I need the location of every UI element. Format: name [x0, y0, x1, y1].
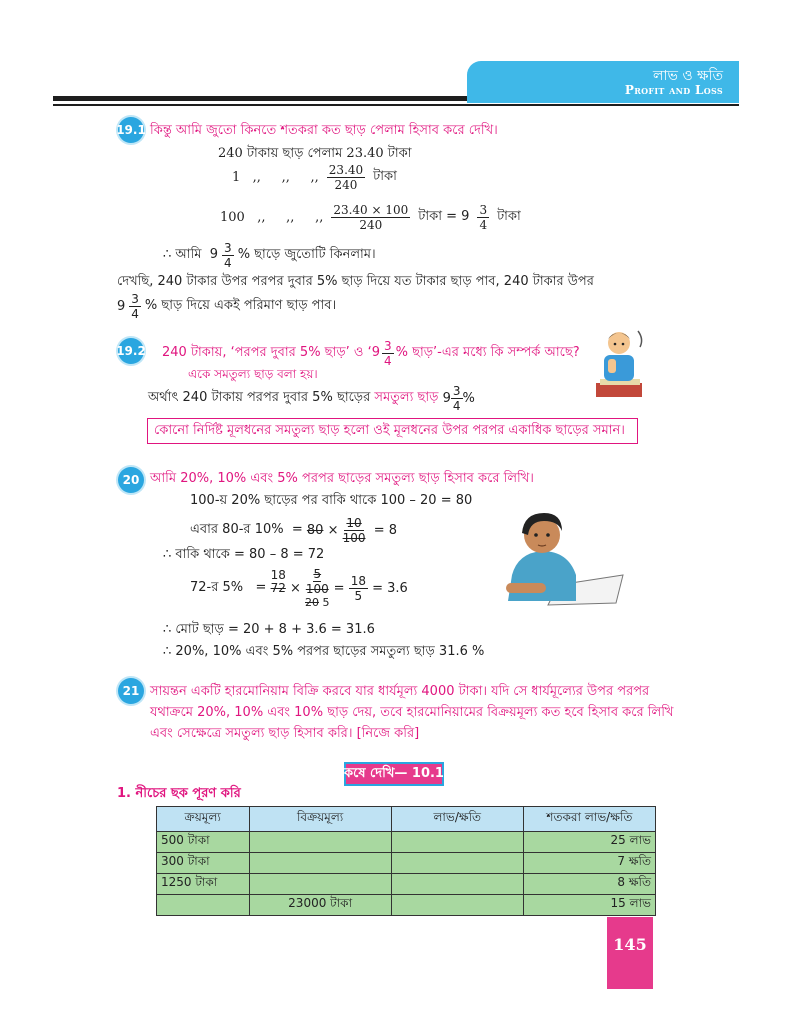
table-cell: 300 টাকা [157, 853, 250, 874]
s20-line-4-result-fraction [349, 574, 368, 603]
chapter-header-tab [467, 61, 739, 103]
fraction-numerator: 3 [383, 339, 392, 353]
calc-line-2-fraction [327, 163, 365, 192]
times-sign: × [323, 523, 343, 538]
s20-line-5: ∴ মোট ছাড় = 20 + 8 + 3.6 = 31.6 [163, 622, 375, 637]
paragraph-line-1: দেখছি, 240 টাকার উপর পরপর দুবার 5% ছাড় দিয়ে যত টাকার ছাড় পাব, 240 টাকার উপর [117, 274, 594, 289]
s20-line-3: ∴ বাকি থাকে = 80 – 8 = 72 [163, 547, 325, 562]
fraction-numerator: 3 [224, 241, 232, 255]
exercise-question-1: 1. নীচের ছক পূরণ করি [117, 786, 241, 801]
section-19-2-question [162, 339, 580, 368]
s20-line-1: 100-য় 20% ছাড়ের পর বাকি থাকে 100 – 20 = 80 [190, 493, 473, 508]
definition-box: কোনো নির্দিষ্ট মূলধনের সমতুল্য ছাড় হলো ওই মূলধনের উপর পরপর একাধিক ছাড়ের সমান। [147, 418, 638, 444]
calc-line-2-left: 1 ,, ,, ,, [232, 170, 319, 185]
fraction-denominator: 4 [224, 256, 232, 270]
table-header-row [157, 807, 656, 832]
calc-line-2-unit: টাকা [373, 169, 397, 184]
fraction-denominator: 4 [479, 218, 488, 232]
calc-conclusion [163, 241, 376, 270]
s21-text-3: এবং সেক্ষেত্রে সমতুল্য ছাড় হিসাব করি। [নিজে করি] [150, 726, 420, 741]
chapter-title-english: Profit and Loss [624, 83, 723, 97]
line-highlight: সমতুল্য ছাড় [374, 390, 439, 405]
line-pre: অর্থাৎ 240 টাকায় পরপর দুবার 5% ছাড়ের [148, 390, 375, 405]
table-cell [391, 895, 523, 916]
header-cost-price: ক্রয়মূল্য [157, 807, 250, 832]
line-fraction [451, 384, 463, 413]
exercise-banner: কষে দেখি— 10.1 [344, 762, 444, 786]
calc-line-3-unit: টাকা [497, 209, 521, 224]
line-post: % [462, 391, 475, 406]
calc-line-3-fraction [331, 203, 410, 232]
header-rule-thin [53, 104, 739, 106]
calc-line-1: 240 টাকায় ছাড় পেলাম 23.40 টাকা [218, 146, 412, 161]
fraction-denominator: 4 [452, 399, 461, 413]
cancel-bottom: 20 [305, 595, 320, 609]
line-post: = 8 [365, 523, 398, 538]
fraction-denominator: 4 [131, 307, 139, 321]
paragraph-line-2 [117, 292, 336, 321]
table-row [157, 874, 656, 895]
header-percent-profit-loss: শতকরা লাভ/ক্ষতি [523, 807, 655, 832]
table-cell: 7 ক্ষতি [523, 853, 655, 874]
table-cell: 500 টাকা [157, 832, 250, 853]
table-cell [391, 874, 523, 895]
chapter-title-bengali: লাভ ও ক্ষতি [653, 68, 723, 84]
fill-in-table [156, 806, 656, 916]
calc-line-3-left: 100 ,, ,, ,, [220, 210, 324, 225]
fraction-numerator: 5 [313, 566, 322, 581]
badge-19-1: 19.1 [118, 117, 144, 143]
header-profit-loss: লাভ/ক্ষতি [391, 807, 523, 832]
equivalent-discount-note: একে সমতুল্য ছাড় বলা হয়। [188, 367, 318, 381]
thinking-girl-illustration [498, 505, 630, 607]
page-number: 145 [607, 917, 653, 989]
question-post: % ছাড়’-এর মধ্যে কি সম্পর্ক আছে? [395, 345, 580, 360]
table-cell: 23000 টাকা [249, 895, 391, 916]
fraction-numerator: 23.40 [328, 163, 364, 177]
para-fraction [129, 292, 141, 321]
cancel-top: 18 [270, 567, 286, 582]
calc-line-3 [220, 203, 521, 232]
calc-line-2 [232, 163, 397, 192]
header-rule-thick [53, 96, 467, 101]
question-pre: 240 টাকায়, ‘পরপর দুবার 5% ছাড়’ ও ‘9 [162, 345, 380, 360]
equals-sign: = [329, 580, 349, 596]
conclusion-fraction [222, 241, 234, 270]
line-post: = 3.6 [367, 580, 408, 596]
table-cell: 8 ক্ষতি [523, 874, 655, 895]
s20-line-2 [190, 516, 397, 545]
s20-line-6: ∴ 20%, 10% এবং 5% পরপর ছাড়ের সমতুল্য ছাড় 31.6 % [163, 644, 485, 659]
struck-72: 72 [270, 580, 286, 595]
table-row [157, 832, 656, 853]
fraction-denominator: 100 [342, 531, 366, 545]
table-cell [249, 874, 391, 895]
table-cell [249, 832, 391, 853]
table-cell: 25 লাভ [523, 832, 655, 853]
conclusion-pre: ∴ আমি 9 [163, 247, 219, 262]
line-pre: 72-র 5% = [190, 579, 271, 595]
struck-72-with-18 [271, 569, 286, 608]
fraction-denominator: 240 [334, 178, 358, 192]
table-row [157, 895, 656, 916]
fraction-denominator: 5 [354, 588, 363, 603]
fraction-denominator: 4 [383, 354, 392, 368]
s20-line-4: 72-র 5% = 18 72 × 5 100 20 5 = $\frac{18}{5}$ = 3.6 [190, 566, 408, 609]
para-pre: 9 [117, 299, 126, 314]
table-cell [157, 895, 250, 916]
cancel-bottom-result: 5 [322, 595, 330, 609]
table-cell [249, 853, 391, 874]
fraction-numerator: 3 [452, 384, 461, 398]
s20-line-2-fraction [343, 516, 366, 545]
fraction-numerator: 10 [346, 516, 362, 530]
fraction-denominator: 240 [359, 218, 383, 232]
section-19-1-heading: কিন্তু আমি জুতো কিনতে শতকরা কত ছাড় পেলাম হিসাব করে দেখি। [150, 123, 498, 138]
table-cell: 1250 টাকা [157, 874, 250, 895]
section-20-heading: আমি 20%, 10% এবং 5% পরপর ছাড়ের সমতুল্য ছাড় হিসাব করে লিখি। [150, 471, 534, 486]
table-row [157, 853, 656, 874]
conclusion-post: % ছাড়ে জুতোটি কিনলাম। [237, 247, 376, 262]
struck-number: 80 [306, 523, 324, 538]
badge-21: 21 [118, 678, 144, 704]
table-cell [391, 853, 523, 874]
fraction-numerator: 3 [479, 203, 488, 217]
equivalent-discount-line [148, 384, 475, 413]
fraction-numerator: 3 [131, 292, 139, 306]
s21-text-1: সায়ন্তন একটি হারমোনিয়াম বিক্রি করবে যার ধার্যমূল্য 4000 টাকা। যদি সে ধার্যমূল্যের উপর পরপর [150, 684, 650, 699]
calc-line-3-mid: টাকা = 9 [418, 209, 470, 224]
badge-19-2: 19.2 [118, 338, 144, 364]
fraction-numerator: 23.40 × 100 [333, 203, 409, 217]
badge-20: 20 [118, 467, 144, 493]
line-num: 9 [438, 391, 451, 406]
fraction-denominator: 100 [305, 581, 329, 596]
table-cell: 15 লাভ [523, 895, 655, 916]
header-selling-price: বিক্রয়মূল্য [249, 807, 391, 832]
thinking-boy-illustration [590, 325, 648, 405]
table-cell [391, 832, 523, 853]
fraction-numerator: 18 [350, 573, 366, 588]
line-pre: এবার 80-র 10% = [190, 522, 307, 537]
calc-line-3-mixed-fraction [477, 203, 489, 232]
s20-line-4-fraction [305, 567, 330, 610]
s21-text-2: যথাক্রমে 20%, 10% এবং 10% ছাড় দেয়, তবে হারমোনিয়ামের বিক্রয়মূল্য কত হবে হিসাব করে লিখি [150, 705, 674, 720]
question-fraction [382, 339, 394, 368]
para-post: % ছাড় দিয়ে একই পরিমাণ ছাড় পাব। [144, 298, 337, 313]
